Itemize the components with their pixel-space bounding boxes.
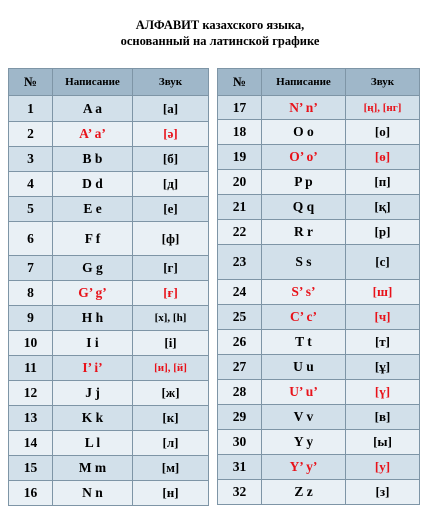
header-sound: Звук	[133, 69, 209, 96]
title-line-1: АЛФАВИТ казахского языка,	[135, 18, 305, 32]
table-row	[9, 431, 209, 456]
table-row	[218, 96, 420, 120]
number-cell: 10	[9, 331, 53, 356]
number-cell: 21	[218, 195, 262, 220]
number-cell: 18	[218, 120, 262, 145]
number-cell: 30	[218, 430, 262, 455]
number-cell: 31	[218, 455, 262, 480]
sound-cell: [ұ]	[346, 355, 420, 380]
number-cell: 16	[9, 481, 53, 506]
table-header-row	[218, 69, 420, 96]
letter-cell: Q q	[262, 195, 346, 220]
number-cell: 7	[9, 256, 53, 281]
number-cell: 23	[218, 245, 262, 280]
sound-cell: [д]	[133, 172, 209, 197]
sound-cell: [з]	[346, 480, 420, 505]
sound-cell: [у]	[346, 455, 420, 480]
letter-cell: I i	[53, 331, 133, 356]
sound-cell: [о]	[346, 120, 420, 145]
letter-cell: C’ c’	[262, 305, 346, 330]
table-row	[218, 245, 420, 280]
number-cell: 8	[9, 281, 53, 306]
letter-cell: A’ a’	[53, 122, 133, 147]
alphabet-table-left	[8, 68, 209, 506]
table-row	[218, 455, 420, 480]
letter-cell: O’ o’	[262, 145, 346, 170]
sound-cell: [х], [h]	[133, 306, 209, 331]
sound-cell: [и], [й]	[133, 356, 209, 381]
sound-cell: [п]	[346, 170, 420, 195]
sound-cell: [л]	[133, 431, 209, 456]
sound-cell: [ө]	[346, 145, 420, 170]
table-row	[9, 172, 209, 197]
table-row	[218, 480, 420, 505]
number-cell: 3	[9, 147, 53, 172]
letter-cell: S’ s’	[262, 280, 346, 305]
table-row	[218, 305, 420, 330]
title-line-2: основанный на латинской графике	[120, 34, 320, 48]
sound-cell: [в]	[346, 405, 420, 430]
table-row	[218, 280, 420, 305]
letter-cell: E e	[53, 197, 133, 222]
table-row	[9, 96, 209, 122]
table-row	[9, 281, 209, 306]
table-row	[9, 356, 209, 381]
number-cell: 4	[9, 172, 53, 197]
letter-cell: K k	[53, 406, 133, 431]
sound-cell: [қ]	[346, 195, 420, 220]
header-writing: Написание	[262, 69, 346, 96]
letter-cell: D d	[53, 172, 133, 197]
number-cell: 25	[218, 305, 262, 330]
table-row	[9, 481, 209, 506]
letter-cell: O o	[262, 120, 346, 145]
page-title	[0, 17, 440, 49]
sound-cell: [ң], [нг]	[346, 96, 420, 120]
table-row	[9, 122, 209, 147]
alphabet-table-right	[217, 68, 420, 505]
table-header-row	[9, 69, 209, 96]
number-cell: 9	[9, 306, 53, 331]
table-row	[9, 222, 209, 256]
sound-cell: [к]	[133, 406, 209, 431]
table-row	[218, 170, 420, 195]
number-cell: 28	[218, 380, 262, 405]
sound-cell: [ә]	[133, 122, 209, 147]
table-row	[218, 355, 420, 380]
number-cell: 24	[218, 280, 262, 305]
number-cell: 17	[218, 96, 262, 120]
letter-cell: Y’ y’	[262, 455, 346, 480]
table-row	[218, 330, 420, 355]
letter-cell: T t	[262, 330, 346, 355]
sound-cell: [г]	[133, 256, 209, 281]
letter-cell: G’ g’	[53, 281, 133, 306]
letter-cell: V v	[262, 405, 346, 430]
letter-cell: B b	[53, 147, 133, 172]
number-cell: 27	[218, 355, 262, 380]
sound-cell: [т]	[346, 330, 420, 355]
sound-cell: [н]	[133, 481, 209, 506]
table-row	[9, 256, 209, 281]
table-row	[9, 197, 209, 222]
number-cell: 20	[218, 170, 262, 195]
sound-cell: [е]	[133, 197, 209, 222]
number-cell: 32	[218, 480, 262, 505]
sound-cell: [с]	[346, 245, 420, 280]
letter-cell: Z z	[262, 480, 346, 505]
sound-cell: [м]	[133, 456, 209, 481]
sound-cell: [б]	[133, 147, 209, 172]
table-row	[9, 456, 209, 481]
number-cell: 6	[9, 222, 53, 256]
sound-cell: [ч]	[346, 305, 420, 330]
sound-cell: [ш]	[346, 280, 420, 305]
table-row	[218, 120, 420, 145]
number-cell: 2	[9, 122, 53, 147]
number-cell: 5	[9, 197, 53, 222]
letter-cell: N’ n’	[262, 96, 346, 120]
number-cell: 19	[218, 145, 262, 170]
table-row	[218, 145, 420, 170]
table-row	[9, 306, 209, 331]
number-cell: 12	[9, 381, 53, 406]
letter-cell: U’ u’	[262, 380, 346, 405]
letter-cell: N n	[53, 481, 133, 506]
number-cell: 29	[218, 405, 262, 430]
sound-cell: [ф]	[133, 222, 209, 256]
letter-cell: F f	[53, 222, 133, 256]
number-cell: 22	[218, 220, 262, 245]
table-row	[9, 147, 209, 172]
table-row	[218, 220, 420, 245]
letter-cell: M m	[53, 456, 133, 481]
letter-cell: G g	[53, 256, 133, 281]
header-writing: Написание	[53, 69, 133, 96]
number-cell: 14	[9, 431, 53, 456]
letter-cell: P p	[262, 170, 346, 195]
number-cell: 1	[9, 96, 53, 122]
sound-cell: [і]	[133, 331, 209, 356]
letter-cell: U u	[262, 355, 346, 380]
letter-cell: Y y	[262, 430, 346, 455]
number-cell: 26	[218, 330, 262, 355]
letter-cell: S s	[262, 245, 346, 280]
sound-cell: [ы]	[346, 430, 420, 455]
letter-cell: I’ i’	[53, 356, 133, 381]
table-row	[218, 405, 420, 430]
table-row	[9, 331, 209, 356]
letter-cell: R r	[262, 220, 346, 245]
table-row	[218, 195, 420, 220]
sound-cell: [ғ]	[133, 281, 209, 306]
letter-cell: H h	[53, 306, 133, 331]
number-cell: 15	[9, 456, 53, 481]
number-cell: 13	[9, 406, 53, 431]
number-cell: 11	[9, 356, 53, 381]
sound-cell: [р]	[346, 220, 420, 245]
sound-cell: [а]	[133, 96, 209, 122]
letter-cell: A a	[53, 96, 133, 122]
table-row	[218, 430, 420, 455]
letter-cell: J j	[53, 381, 133, 406]
table-row	[218, 380, 420, 405]
header-sound: Звук	[346, 69, 420, 96]
table-row	[9, 406, 209, 431]
header-number: №	[218, 69, 262, 96]
letter-cell: L l	[53, 431, 133, 456]
sound-cell: [ж]	[133, 381, 209, 406]
header-number: №	[9, 69, 53, 96]
table-row	[9, 381, 209, 406]
sound-cell: [ү]	[346, 380, 420, 405]
